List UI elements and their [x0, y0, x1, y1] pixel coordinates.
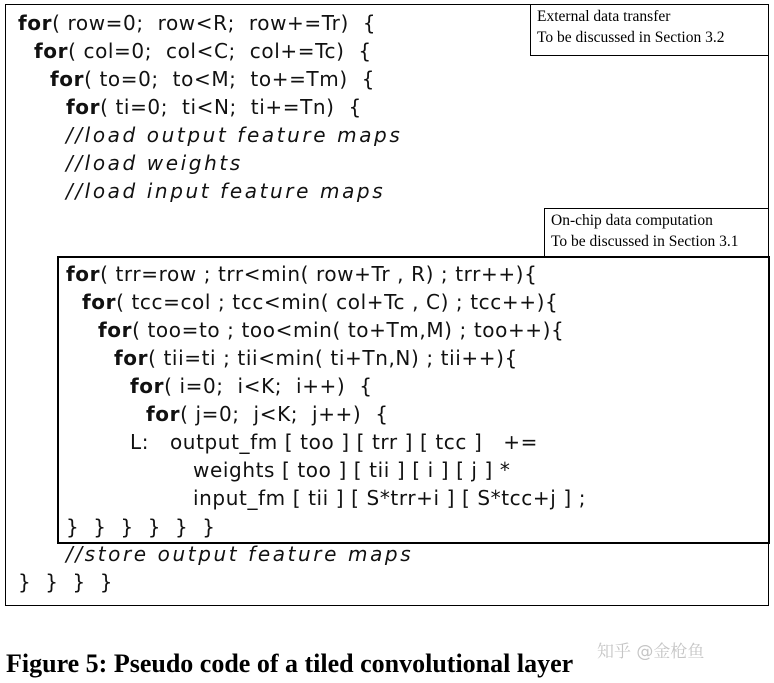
for-keyword: for [34, 39, 69, 63]
loop-header: ( to=0; to<M; to+=Tm) { [84, 67, 375, 91]
loop-header: ( tii=ti ; tii<min( ti+Tn,N) ; tii++){ [148, 346, 518, 370]
comment-store-output: //store output feature maps [66, 542, 414, 566]
for-keyword: for [66, 262, 101, 286]
comment-load-output: //load output feature maps [66, 123, 403, 147]
statement-line-1: L: output_fm [ too ] [ trr ] [ tcc ] += [130, 430, 538, 454]
for-keyword: for [146, 402, 181, 426]
for-keyword: for [98, 318, 133, 342]
loop-header: ( j=0; j<K; j++) { [180, 402, 389, 426]
loop-header: ( ti=0; ti<N; ti+=Tn) { [100, 95, 362, 119]
outer-closing-braces: } } } } [18, 570, 114, 594]
loop-too [98, 317, 564, 343]
loop-to [50, 66, 375, 92]
loop-header: ( trr=row ; trr<min( row+Tr , R) ; trr++){ [100, 262, 538, 286]
comment-load-weights: //load weights [66, 151, 243, 175]
for-keyword: for [18, 11, 53, 35]
statement-line-2: weights [ too ] [ tii ] [ i ] [ j ] * [193, 458, 511, 482]
loop-header: ( too=to ; too<min( to+Tm,M) ; too++){ [132, 318, 565, 342]
for-keyword: for [114, 346, 149, 370]
note-title: On-chip data computation [551, 212, 713, 229]
figure-caption: Figure 5: Pseudo code of a tiled convolutional layer [6, 649, 574, 678]
loop-trr [66, 261, 537, 287]
loop-header: ( row=0; row<R; row+=Tr) { [52, 11, 377, 35]
loop-i [130, 373, 373, 399]
external-transfer-note [530, 4, 769, 56]
for-keyword: for [66, 95, 101, 119]
loop-col [34, 38, 372, 64]
watermark: 知乎 @金枪鱼 [597, 642, 705, 662]
loop-header: ( tcc=col ; tcc<min( col+Tc , C) ; tcc++){ [116, 290, 559, 314]
loop-row [18, 10, 376, 36]
for-keyword: for [50, 67, 85, 91]
loop-header: ( col=0; col<C; col+=Tc) { [68, 39, 372, 63]
onchip-computation-note [544, 208, 769, 257]
loop-tii [114, 345, 518, 371]
comment-load-input: //load input feature maps [66, 179, 386, 203]
inner-closing-braces: } } } } } } [66, 515, 216, 539]
note-section-ref: To be discussed in Section 3.2 [537, 29, 725, 46]
loop-ti [66, 94, 362, 120]
for-keyword: for [82, 290, 117, 314]
loop-header: ( i=0; i<K; i++) { [164, 374, 373, 398]
loop-j [146, 401, 389, 427]
for-keyword: for [130, 374, 165, 398]
note-title: External data transfer [537, 8, 671, 25]
statement-line-3: input_fm [ tii ] [ S*trr+i ] [ S*tcc+j ] ; [193, 486, 587, 510]
loop-tcc [82, 289, 558, 315]
note-section-ref: To be discussed in Section 3.1 [551, 233, 739, 250]
